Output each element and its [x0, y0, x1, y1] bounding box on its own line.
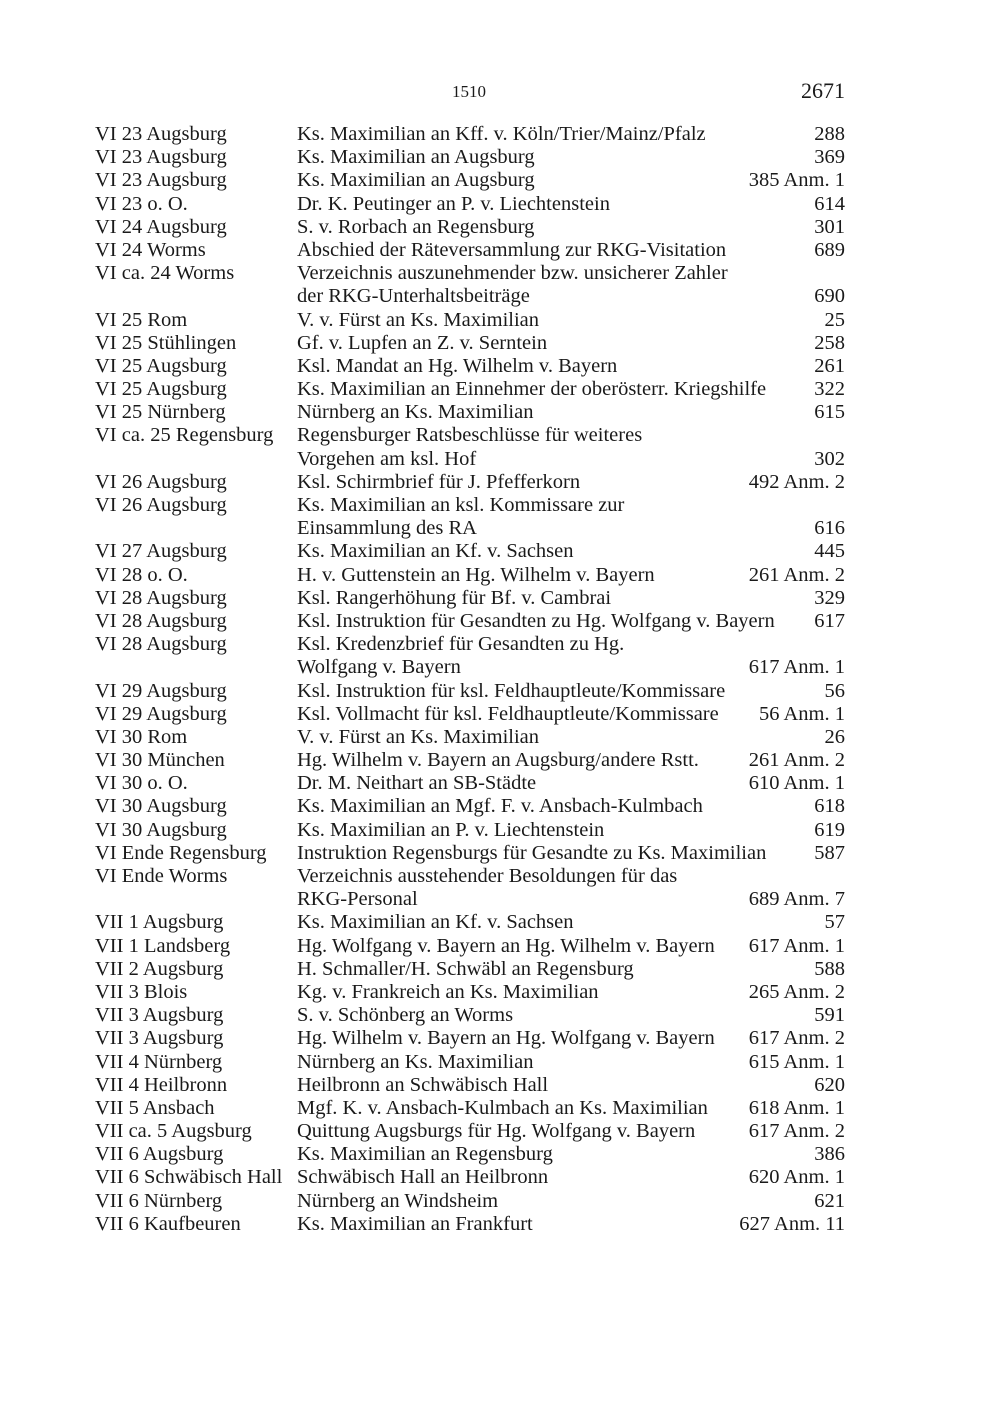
entry-description: Hg. Wilhelm v. Bayern an Hg. Wolfgang v. Bayern [297, 1027, 715, 1050]
index-entry [95, 309, 845, 332]
entry-description: S. v. Schönberg an Worms [297, 1004, 514, 1027]
entry-page-reference: 610 Anm. 1 [748, 772, 845, 795]
entry-page-reference: 322 [814, 378, 845, 401]
entry-line [95, 1120, 845, 1143]
entry-description: Dr. M. Neithart an SB-Städte [297, 772, 537, 795]
entry-description: Instruktion Regensburgs für Gesandte zu Ks. Maximilian [297, 841, 767, 864]
entry-page-reference: 690 [814, 285, 845, 308]
entry-description: Hg. Wilhelm v. Bayern an Augsburg/andere Rstt. [297, 749, 699, 772]
entry-page-reference: 617 Anm. 1 [748, 656, 845, 679]
entry-date: VI 23 o. O. [95, 192, 188, 215]
entry-description: V. v. Fürst an Ks. Maximilian [297, 725, 540, 748]
entry-line [95, 494, 845, 517]
index-entry [95, 1027, 845, 1050]
entry-line [95, 703, 845, 726]
entry-description: Abschied der Räteversammlung zur RKG-Visitation [297, 238, 727, 261]
entry-description: H. Schmaller/H. Schwäbl an Regensburg [297, 957, 634, 980]
entry-page-reference: 689 [814, 238, 845, 261]
entry-page-reference: 25 [824, 308, 845, 331]
entry-page-reference: 261 [814, 354, 845, 377]
entry-page-reference: 492 Anm. 2 [748, 470, 845, 493]
entry-page-reference: 26 [824, 725, 845, 748]
entry-description: Hg. Wolfgang v. Bayern an Hg. Wilhelm v. Bayern [297, 934, 715, 957]
entry-line [95, 842, 845, 865]
entry-line [95, 587, 845, 610]
index-entry [95, 146, 845, 169]
entry-line [95, 262, 845, 285]
entry-page-reference: 57 [824, 911, 845, 934]
index-entry [95, 1074, 845, 1097]
entry-page-reference: 445 [814, 540, 845, 563]
entry-date: VI 23 Augsburg [95, 123, 227, 145]
entry-description: Wolfgang v. Bayern [297, 656, 461, 679]
entry-description: Regensburger Ratsbeschlüsse für weiteres [297, 424, 643, 447]
entry-description: Mgf. K. v. Ansbach-Kulmbach an Ks. Maximilian [297, 1096, 708, 1119]
index-entry [95, 772, 845, 795]
index-entry [95, 958, 845, 981]
entry-date: VI 23 Augsburg [95, 169, 227, 192]
entry-page-reference: 261 Anm. 2 [748, 749, 845, 772]
entry-line [95, 772, 845, 795]
entry-line [95, 401, 845, 424]
entry-description: Ks. Maximilian an Frankfurt [297, 1212, 533, 1235]
entry-date: VII 5 Ansbach [95, 1096, 215, 1119]
entry-line [95, 169, 845, 192]
entry-description: Kg. v. Frankreich an Ks. Maximilian [297, 980, 599, 1003]
entry-line [95, 540, 845, 563]
index-entry [95, 1051, 845, 1074]
index-entry [95, 819, 845, 842]
index-entry [95, 610, 845, 633]
entry-description: Ks. Maximilian an Kf. v. Sachsen [297, 540, 574, 563]
entry-date: VI 25 Rom [95, 308, 188, 331]
entry-date: VI 28 Augsburg [95, 586, 227, 609]
entry-description: Ksl. Instruktion für ksl. Feldhauptleute/Kommissare [297, 679, 726, 702]
index-entry [95, 216, 845, 239]
index-entry [95, 471, 845, 494]
entry-description: S. v. Rorbach an Regensburg [297, 215, 535, 238]
entry-description: Nürnberg an Ks. Maximilian [297, 401, 534, 424]
index-entry [95, 1166, 845, 1189]
entry-page-reference: 615 Anm. 1 [748, 1050, 845, 1073]
entry-description: Ksl. Schirmbrief für J. Pfefferkorn [297, 470, 581, 493]
entry-line [95, 1004, 845, 1027]
entry-line [95, 355, 845, 378]
index-entry [95, 633, 845, 679]
entry-date: VI 23 Augsburg [95, 146, 227, 169]
entry-description: Ks. Maximilian an Augsburg [297, 146, 535, 169]
page-number: 2671 [801, 78, 845, 103]
entry-line [95, 680, 845, 703]
entry-date: VII 2 Augsburg [95, 957, 224, 980]
entry-page-reference: 620 [814, 1073, 845, 1096]
index-entry [95, 795, 845, 818]
entry-description: Ks. Maximilian an ksl. Kommissare zur [297, 494, 625, 516]
entry-line [95, 1143, 845, 1166]
index-entry [95, 494, 845, 540]
index-entry [95, 865, 845, 911]
entry-date: VII 4 Heilbronn [95, 1073, 228, 1096]
entry-date: VI 25 Nürnberg [95, 401, 226, 424]
index-entry [95, 680, 845, 703]
entry-description: Ksl. Instruktion für Gesandten zu Hg. Wolfgang v. Bayern [297, 609, 775, 632]
entry-page-reference: 620 Anm. 1 [748, 1166, 845, 1189]
entry-page-reference: 591 [814, 1004, 845, 1027]
index-entry [95, 911, 845, 934]
entry-page-reference: 56 Anm. 1 [759, 702, 845, 725]
entry-date: VI 30 Augsburg [95, 795, 227, 818]
index-entry [95, 981, 845, 1004]
entry-line [95, 981, 845, 1004]
entry-page-reference: 588 [814, 957, 845, 980]
entry-page-reference: 618 Anm. 1 [748, 1096, 845, 1119]
entry-date: VI 30 o. O. [95, 772, 188, 795]
entry-line [95, 888, 845, 911]
entry-description: H. v. Guttenstein an Hg. Wilhelm v. Bayern [297, 563, 655, 586]
index-entry [95, 378, 845, 401]
entry-description: Ksl. Mandat an Hg. Wilhelm v. Bayern [297, 354, 618, 377]
entry-line [95, 332, 845, 355]
entry-description: Nürnberg an Windsheim [297, 1189, 499, 1212]
entry-description: Dr. K. Peutinger an P. v. Liechtenstein [297, 192, 610, 215]
entry-page-reference: 619 [814, 818, 845, 841]
entry-date: VI ca. 24 Worms [95, 262, 235, 285]
entry-date: VII 3 Blois [95, 980, 188, 1003]
entry-line [95, 1166, 845, 1189]
entry-description: Verzeichnis auszunehmender bzw. unsicherer Zahler [297, 262, 728, 285]
entry-description: Ks. Maximilian an Kff. v. Köln/Trier/Mainz/Pfalz [297, 123, 706, 145]
entry-date: VI 25 Augsburg [95, 378, 227, 401]
entry-line [95, 309, 845, 332]
entry-page-reference: 617 Anm. 1 [748, 934, 845, 957]
entry-page-reference: 301 [814, 215, 845, 238]
entry-page-reference: 627 Anm. 11 [739, 1212, 845, 1235]
entry-description: Vorgehen am ksl. Hof [297, 447, 477, 470]
entry-description: Ksl. Vollmacht für ksl. Feldhauptleute/Kommissare [297, 702, 719, 725]
entry-date: VI 25 Augsburg [95, 354, 227, 377]
index-entry [95, 564, 845, 587]
entry-date: VII 6 Nürnberg [95, 1189, 223, 1212]
entry-date: VI 30 Augsburg [95, 818, 227, 841]
entry-line [95, 285, 845, 308]
entry-date: VI 26 Augsburg [95, 470, 227, 493]
entry-page-reference: 265 Anm. 2 [748, 980, 845, 1003]
entry-page-reference: 329 [814, 586, 845, 609]
entry-line [95, 958, 845, 981]
index-entry [95, 169, 845, 192]
entry-date: VI 28 Augsburg [95, 609, 227, 632]
entry-date: VI 28 Augsburg [95, 633, 227, 656]
entry-line [95, 935, 845, 958]
entry-description: Heilbronn an Schwäbisch Hall [297, 1073, 549, 1096]
entry-line [95, 1027, 845, 1050]
entry-date: VI 30 München [95, 749, 225, 772]
index-entry [95, 332, 845, 355]
entry-description: Schwäbisch Hall an Heilbronn [297, 1166, 549, 1189]
index-entry [95, 587, 845, 610]
entry-description: Ks. Maximilian an Kf. v. Sachsen [297, 911, 574, 934]
entry-date: VI ca. 25 Regensburg [95, 424, 274, 447]
index-entry [95, 1143, 845, 1166]
entry-date: VI 29 Augsburg [95, 702, 227, 725]
entry-description: RKG-Personal [297, 888, 418, 911]
index-entry [95, 1097, 845, 1120]
entry-line [95, 1190, 845, 1213]
index-entry [95, 935, 845, 958]
entry-description: der RKG-Unterhaltsbeiträge [297, 285, 530, 308]
entry-page-reference: 385 Anm. 1 [748, 169, 845, 192]
index-entry [95, 749, 845, 772]
entry-description: Ksl. Kredenzbrief für Gesandten zu Hg. [297, 633, 625, 656]
entry-page-reference: 261 Anm. 2 [748, 563, 845, 586]
entry-description: Nürnberg an Ks. Maximilian [297, 1050, 534, 1073]
entry-line [95, 633, 845, 656]
entry-line [95, 726, 845, 749]
running-header-year: 1510 [452, 82, 486, 101]
index-entry [95, 239, 845, 262]
entry-date: VI 28 o. O. [95, 563, 188, 586]
entry-page-reference: 616 [814, 517, 845, 540]
entry-date: VI Ende Regensburg [95, 841, 267, 864]
entry-date: VII 1 Augsburg [95, 911, 224, 934]
entry-date: VII 4 Nürnberg [95, 1050, 223, 1073]
entry-page-reference: 369 [814, 146, 845, 169]
entry-description: Verzeichnis ausstehender Besoldungen für das [297, 865, 678, 887]
entry-date: VI 30 Rom [95, 725, 188, 748]
entry-line [95, 239, 845, 262]
entry-line [95, 471, 845, 494]
entry-line [95, 911, 845, 934]
entry-line [95, 865, 845, 888]
entry-date: VII 6 Kaufbeuren [95, 1212, 241, 1235]
entry-line [95, 216, 845, 239]
entry-page-reference: 618 [814, 795, 845, 818]
entry-date: VII 3 Augsburg [95, 1004, 224, 1027]
entry-page-reference: 258 [814, 331, 845, 354]
entry-line [95, 819, 845, 842]
entry-date: VI 27 Augsburg [95, 540, 227, 563]
entry-line [95, 123, 845, 146]
entry-description: Ks. Maximilian an Einnehmer der oberösterr. Kriegshilfe [297, 378, 767, 401]
entry-page-reference: 617 Anm. 2 [748, 1120, 845, 1143]
entry-description: V. v. Fürst an Ks. Maximilian [297, 308, 540, 331]
entry-line [95, 448, 845, 471]
entry-page-reference: 689 Anm. 7 [748, 888, 845, 911]
entry-line [95, 1213, 845, 1236]
entry-page-reference: 615 [814, 401, 845, 424]
entry-description: Ks. Maximilian an Augsburg [297, 169, 535, 192]
index-entry [95, 540, 845, 563]
entry-line [95, 193, 845, 216]
index-entry [95, 193, 845, 216]
entry-description: Einsammlung des RA [297, 517, 477, 540]
entry-page-reference: 386 [814, 1143, 845, 1166]
entry-line [95, 146, 845, 169]
entry-line [95, 1097, 845, 1120]
index-list [95, 123, 845, 1236]
index-entry [95, 123, 845, 146]
entry-line [95, 795, 845, 818]
index-entry [95, 262, 845, 308]
index-entry [95, 424, 845, 470]
entry-page-reference: 621 [814, 1189, 845, 1212]
entry-line [95, 656, 845, 679]
entry-date: VII 6 Augsburg [95, 1143, 224, 1166]
index-entry [95, 842, 845, 865]
entry-date: VI Ende Worms [95, 865, 228, 887]
index-entry [95, 401, 845, 424]
entry-line [95, 564, 845, 587]
entry-page-reference: 617 [814, 609, 845, 632]
entry-description: Gf. v. Lupfen an Z. v. Serntein [297, 331, 548, 354]
index-entry [95, 1190, 845, 1213]
entry-page-reference: 302 [814, 447, 845, 470]
entry-page-reference: 288 [814, 123, 845, 145]
index-entry [95, 703, 845, 726]
index-entry [95, 726, 845, 749]
entry-page-reference: 614 [814, 192, 845, 215]
entry-line [95, 517, 845, 540]
index-entry [95, 355, 845, 378]
entry-date: VI 24 Augsburg [95, 215, 227, 238]
entry-line [95, 1074, 845, 1097]
entry-date: VII 1 Landsberg [95, 934, 231, 957]
entry-line [95, 610, 845, 633]
entry-description: Ks. Maximilian an Mgf. F. v. Ansbach-Kulmbach [297, 795, 703, 818]
entry-date: VI 26 Augsburg [95, 494, 227, 516]
index-entry [95, 1004, 845, 1027]
entry-date: VI 25 Stühlingen [95, 331, 237, 354]
entry-description: Ks. Maximilian an Regensburg [297, 1143, 553, 1166]
entry-line [95, 749, 845, 772]
entry-date: VII ca. 5 Augsburg [95, 1120, 252, 1143]
index-entry [95, 1120, 845, 1143]
entry-page-reference: 587 [814, 841, 845, 864]
entry-line [95, 1051, 845, 1074]
entry-page-reference: 56 [824, 679, 845, 702]
entry-date: VII 3 Augsburg [95, 1027, 224, 1050]
entry-date: VI 29 Augsburg [95, 679, 227, 702]
entry-date: VI 24 Worms [95, 238, 206, 261]
entry-description: Ksl. Rangerhöhung für Bf. v. Cambrai [297, 586, 612, 609]
entry-line [95, 378, 845, 401]
entry-description: Quittung Augsburgs für Hg. Wolfgang v. Bayern [297, 1120, 696, 1143]
entry-description: Ks. Maximilian an P. v. Liechtenstein [297, 818, 605, 841]
entry-page-reference: 617 Anm. 2 [748, 1027, 845, 1050]
entry-line [95, 424, 845, 447]
index-entry [95, 1213, 845, 1236]
entry-date: VII 6 Schwäbisch Hall [95, 1166, 283, 1189]
